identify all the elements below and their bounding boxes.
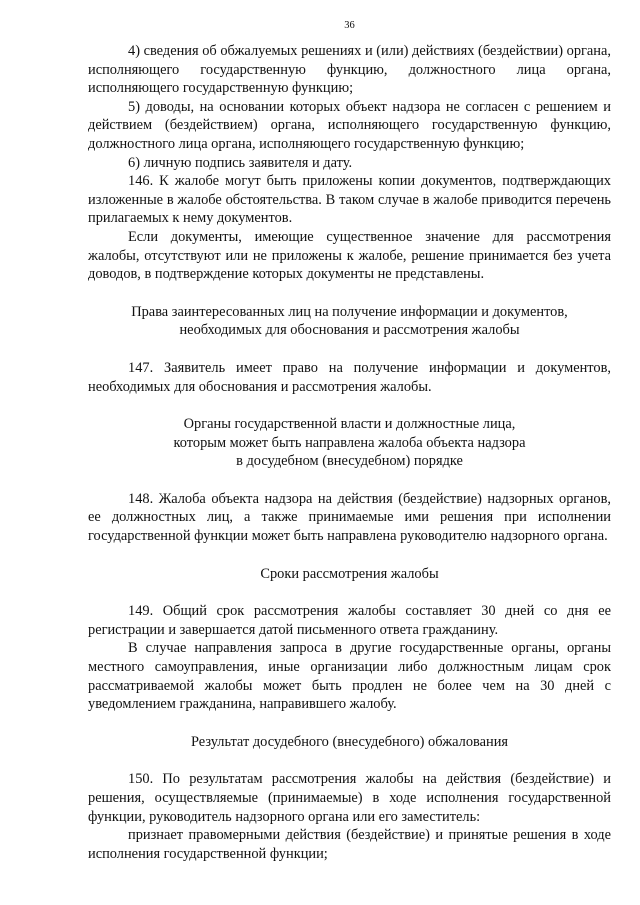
- paragraph-147: 147. Заявитель имеет право на получение информации и документов, необходимых для обоснования и рассмотрения жалобы.: [88, 359, 611, 395]
- paragraph-item-5: 5) доводы, на основании которых объект надзора не согласен с решением и действием (бездействием) органа, исполняющего государственную функцию, должностного лица органа, исполняющего государственную функцию;: [88, 98, 611, 152]
- section-heading-authorities: [88, 415, 611, 471]
- paragraph-146-continued: Если документы, имеющие существенное значение для рассмотрения жалобы, отсутствуют или не приложены к жалобе, решение принимается без учета доводов, в подтверждение которых документы не представлены.: [88, 228, 611, 283]
- heading-line: Результат досудебного (внесудебного) обжалования: [190, 733, 509, 750]
- section-heading-result: [88, 733, 611, 752]
- section-heading-rights: [88, 303, 611, 340]
- paragraph-149-continued: В случае направления запроса в другие государственные органы, органы местного самоуправления, иные организации либо должностным лицам срок рассматриваемой жалобы может быть продлен не более чем на 30 дней с уведомлением гражданина, направившего жалобу.: [88, 640, 611, 713]
- paragraph-150: 150. По результатам рассмотрения жалобы на действия (бездействие) и решения, осуществляемые (принимаемые) в ходе исполнения государственной функции, руководитель надзорного органа или его заместитель:: [88, 771, 611, 825]
- heading-line: Органы государственной власти и должностные лица,: [183, 416, 516, 433]
- paragraph-item-4: 4) сведения об обжалуемых решениях и (или) действиях (бездействии) органа, исполняющего государственную функцию, должностного лица органа, исполняющего государственную функцию;: [88, 43, 611, 97]
- heading-line: Права заинтересованных лиц на получение информации и документов,: [131, 303, 568, 320]
- paragraph-150-item: признает правомерными действия (бездействие) и принятые решения в ходе исполнения государственной функции;: [88, 827, 611, 862]
- paragraph-149: 149. Общий срок рассмотрения жалобы составляет 30 дней со дня ее регистрации и завершается датой письменного ответа гражданину.: [88, 603, 611, 638]
- paragraph-146: 146. К жалобе могут быть приложены копии документов, подтверждающих изложенные в жалобе обстоятельства. В таком случае в жалобе приводится перечень прилагаемых к нему документов.: [88, 173, 611, 227]
- heading-line: необходимых для обоснования и рассмотрения жалобы: [179, 322, 520, 339]
- heading-line: Сроки рассмотрения жалобы: [260, 565, 439, 582]
- section-heading-terms: [88, 565, 611, 584]
- paragraph-item-6: 6) личную подпись заявителя и дату.: [128, 154, 353, 171]
- page-number: 36: [344, 20, 355, 31]
- paragraph-148: 148. Жалоба объекта надзора на действия (бездействие) надзорных органов, ее должностных лиц, а также принимаемые ими решения при исполнении государственной функции может быть направлена руководителю надзорного органа.: [88, 490, 611, 545]
- heading-line: в досудебном (внесудебном) порядке: [236, 453, 463, 470]
- heading-line: которым может быть направлена жалоба объекта надзора: [173, 434, 526, 451]
